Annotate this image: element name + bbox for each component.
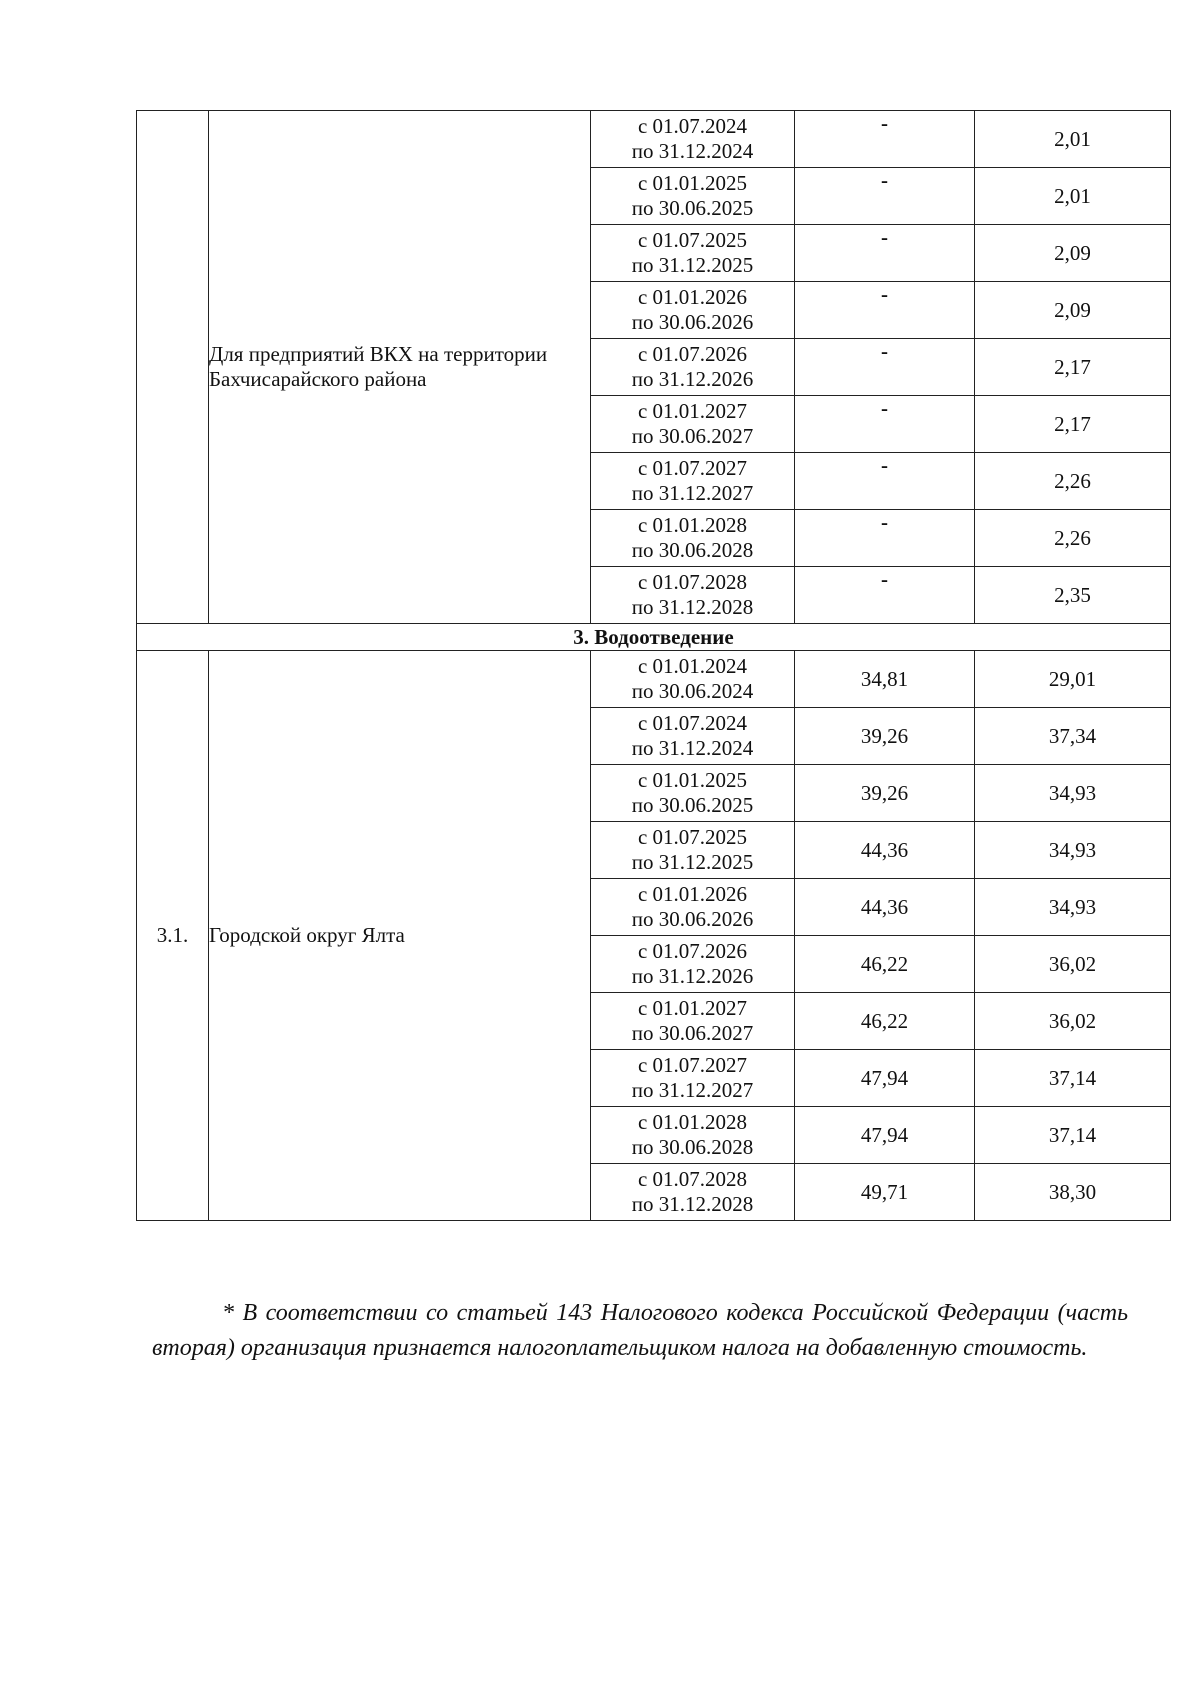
period-from: с 01.07.2028 [637,1167,748,1192]
period-to: по 30.06.2025 [631,196,754,220]
row-number [137,111,209,624]
period-to: по 30.06.2027 [631,1021,754,1045]
period-to: по 30.06.2026 [631,310,754,334]
period-to: по 31.12.2024 [631,139,754,163]
tariff-row [137,651,1171,708]
period-to: по 31.12.2025 [631,253,754,277]
tariff-value-1: 46,22 [795,993,975,1050]
tariff-value-2: 2,26 [975,510,1171,567]
period-cell [591,510,795,567]
tariff-row [137,111,1171,168]
period-to: по 31.12.2025 [631,850,754,874]
period-cell [591,936,795,993]
tariff-value-2: 34,93 [975,879,1171,936]
period-from: с 01.01.2028 [637,1110,748,1135]
tariff-value-1: 44,36 [795,822,975,879]
tariff-value-2: 37,14 [975,1107,1171,1164]
period-to: по 31.12.2026 [631,367,754,391]
section-header [137,624,1171,651]
section-title: 3. Водоотведение [137,624,1171,651]
period-cell [591,765,795,822]
tariff-value-1: 44,36 [795,879,975,936]
tariff-value-1: 39,26 [795,708,975,765]
tariff-value-1: 46,22 [795,936,975,993]
tariff-value-1: - [795,282,975,339]
footnote: * В соответствии со статьей 143 Налогового кодекса Российской Федерации (часть вторая) организация признается налогоплательщиком налога на добавленную стоимость. [152,1300,1128,1361]
period-from: с 01.01.2025 [637,768,748,793]
tariff-value-2: 36,02 [975,993,1171,1050]
period-from: с 01.01.2025 [637,171,748,196]
period-from: с 01.01.2027 [637,399,748,424]
tariff-value-1: 49,71 [795,1164,975,1221]
period-cell [591,396,795,453]
tariff-value-2: 34,93 [975,765,1171,822]
period-to: по 31.12.2027 [631,1078,754,1102]
period-to: по 30.06.2027 [631,424,754,448]
period-cell [591,453,795,510]
period-from: с 01.01.2026 [637,285,748,310]
tariff-value-2: 37,34 [975,708,1171,765]
tariff-value-1: - [795,396,975,453]
tariff-value-1: 47,94 [795,1050,975,1107]
tariff-value-2: 2,01 [975,111,1171,168]
tariff-value-1: - [795,168,975,225]
period-cell [591,168,795,225]
period-from: с 01.07.2025 [637,228,748,253]
period-from: с 01.07.2027 [637,1053,748,1078]
tariff-value-1: 39,26 [795,765,975,822]
period-to: по 31.12.2027 [631,481,754,505]
period-from: с 01.07.2026 [637,939,748,964]
period-cell [591,225,795,282]
period-to: по 31.12.2024 [631,736,754,760]
territory-name: Для предприятий ВКХ на территории Бахчисарайского района [209,111,591,624]
period-to: по 30.06.2024 [631,679,754,703]
tariff-value-1: 47,94 [795,1107,975,1164]
period-to: по 30.06.2026 [631,907,754,931]
tariff-value-2: 2,35 [975,567,1171,624]
period-from: с 01.07.2024 [637,114,748,139]
period-cell [591,651,795,708]
tariff-value-2: 2,09 [975,282,1171,339]
period-to: по 30.06.2028 [631,1135,754,1159]
block-yalta [137,651,1171,1221]
tariff-value-1: - [795,567,975,624]
period-cell [591,282,795,339]
period-from: с 01.01.2028 [637,513,748,538]
period-to: по 30.06.2025 [631,793,754,817]
tariff-value-2: 36,02 [975,936,1171,993]
period-cell [591,1050,795,1107]
tariff-value-2: 2,26 [975,453,1171,510]
tariff-value-2: 2,09 [975,225,1171,282]
period-from: с 01.07.2024 [637,711,748,736]
tariff-value-1: - [795,510,975,567]
period-cell [591,822,795,879]
tariff-value-2: 37,14 [975,1050,1171,1107]
tariff-value-2: 2,17 [975,339,1171,396]
period-cell [591,339,795,396]
period-from: с 01.07.2027 [637,456,748,481]
period-cell [591,879,795,936]
period-to: по 31.12.2028 [631,595,754,619]
tariff-value-1: 34,81 [795,651,975,708]
period-cell [591,993,795,1050]
period-cell [591,708,795,765]
period-to: по 30.06.2028 [631,538,754,562]
period-from: с 01.01.2024 [637,654,748,679]
tariff-value-1: - [795,453,975,510]
tariff-value-2: 29,01 [975,651,1171,708]
period-cell [591,111,795,168]
tariff-value-2: 2,17 [975,396,1171,453]
row-number: 3.1. [137,651,209,1221]
tariff-value-2: 38,30 [975,1164,1171,1221]
period-from: с 01.01.2027 [637,996,748,1021]
tariff-value-1: - [795,111,975,168]
period-to: по 31.12.2026 [631,964,754,988]
tariff-table [136,110,1171,1221]
tariff-value-2: 34,93 [975,822,1171,879]
block-bakhchisaray [137,111,1171,624]
period-to: по 31.12.2028 [631,1192,754,1216]
period-cell [591,567,795,624]
tariff-value-1: - [795,225,975,282]
period-cell [591,1107,795,1164]
period-from: с 01.07.2026 [637,342,748,367]
period-cell [591,1164,795,1221]
period-from: с 01.07.2025 [637,825,748,850]
tariff-value-1: - [795,339,975,396]
territory-name: Городской округ Ялта [209,651,591,1221]
period-from: с 01.07.2028 [637,570,748,595]
tariff-value-2: 2,01 [975,168,1171,225]
period-from: с 01.01.2026 [637,882,748,907]
